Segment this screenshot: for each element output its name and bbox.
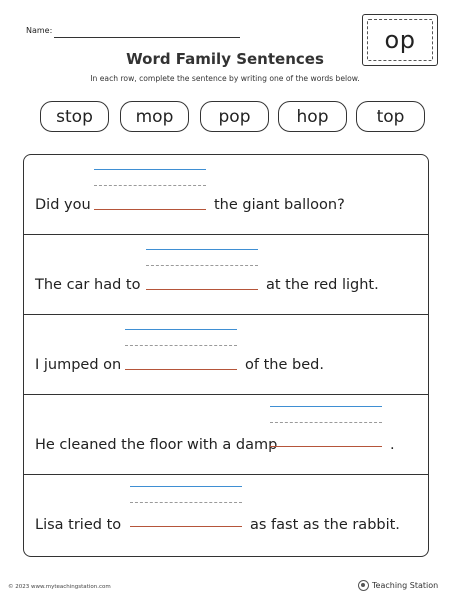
word-family-badge-text: op <box>367 19 433 61</box>
sentence-4-after: . <box>390 437 395 453</box>
word-chip-hop: hop <box>278 101 347 132</box>
guide-base-line <box>94 209 206 210</box>
sentence-row-5 <box>24 475 428 555</box>
sentence-row-1 <box>24 155 428 235</box>
guide-mid-line <box>146 265 258 266</box>
word-chip-pop: pop <box>200 101 269 132</box>
word-chip-mop: mop <box>120 101 189 132</box>
guide-base-line <box>270 446 382 447</box>
guide-top-line <box>130 486 242 487</box>
guide-top-line <box>94 169 206 170</box>
name-label: Name: <box>26 26 53 35</box>
teaching-station-logo-icon <box>358 580 369 591</box>
answer-blank-2[interactable] <box>146 249 258 291</box>
instructions: In each row, complete the sentence by writing one of the words below. <box>90 74 360 83</box>
answer-blank-3[interactable] <box>125 329 237 371</box>
page-title: Word Family Sentences <box>126 50 324 68</box>
sentence-2-before: The car had to <box>35 277 141 293</box>
word-bank <box>0 101 450 133</box>
sentence-5-after: as fast as the rabbit. <box>250 517 400 533</box>
guide-top-line <box>125 329 237 330</box>
sentence-1-after: the giant balloon? <box>214 197 345 213</box>
word-chip-stop: stop <box>40 101 109 132</box>
guide-mid-line <box>270 422 382 423</box>
guide-base-line <box>130 526 242 527</box>
guide-base-line <box>146 289 258 290</box>
sentence-row-4 <box>24 395 428 475</box>
guide-base-line <box>125 369 237 370</box>
guide-mid-line <box>94 185 206 186</box>
guide-mid-line <box>130 502 242 503</box>
brand-logo <box>358 580 438 591</box>
sentence-5-before: Lisa tried to <box>35 517 122 533</box>
answer-blank-5[interactable] <box>130 486 242 528</box>
name-field[interactable] <box>54 37 240 38</box>
sentence-row-2 <box>24 235 428 315</box>
answer-blank-4[interactable] <box>270 406 382 448</box>
sentence-2-after: at the red light. <box>266 277 379 293</box>
brand-name: Teaching Station <box>372 581 439 590</box>
copyright-text: © 2023 www.myteachingstation.com <box>8 584 111 590</box>
sentence-3-after: of the bed. <box>245 357 324 373</box>
guide-top-line <box>146 249 258 250</box>
sentence-box <box>23 154 429 557</box>
sentence-4-before: He cleaned the floor with a damp <box>35 437 278 453</box>
guide-mid-line <box>125 345 237 346</box>
answer-blank-1[interactable] <box>94 169 206 211</box>
sentence-1-before: Did you <box>35 197 91 213</box>
sentence-3-before: I jumped on <box>35 357 122 373</box>
guide-top-line <box>270 406 382 407</box>
sentence-row-3 <box>24 315 428 395</box>
word-chip-top: top <box>356 101 425 132</box>
